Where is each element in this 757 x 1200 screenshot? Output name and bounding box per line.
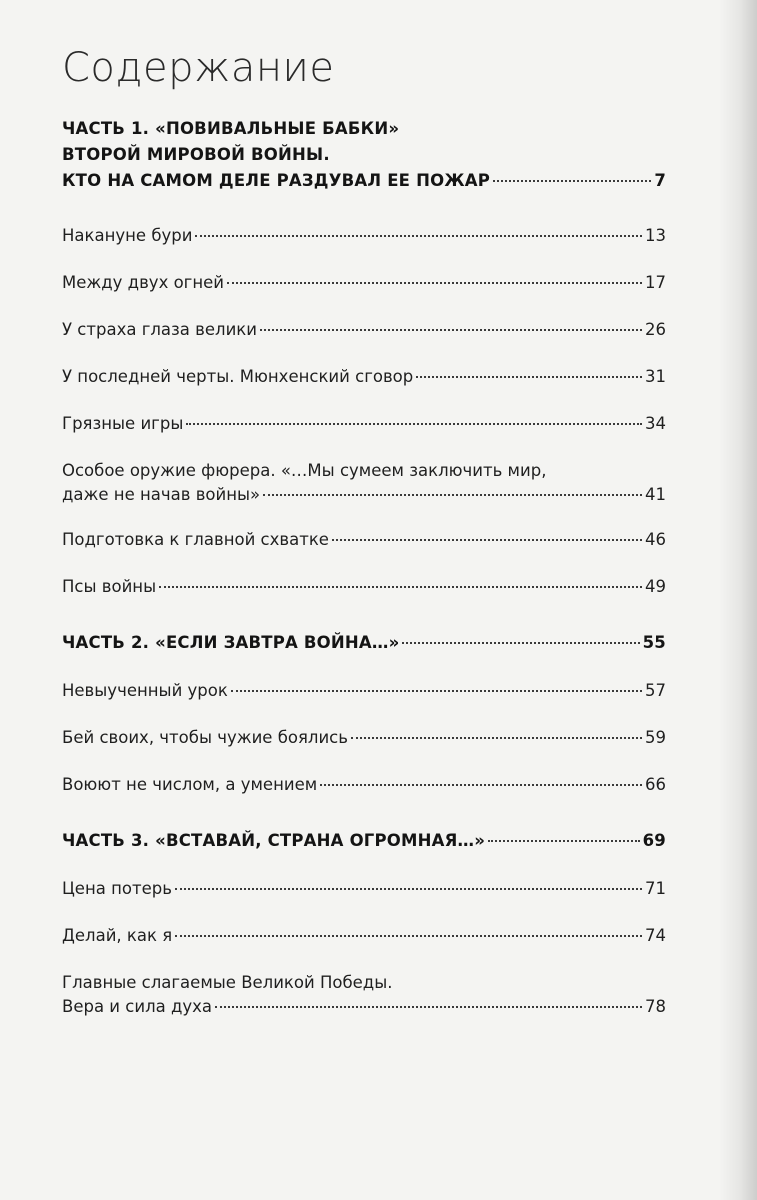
toc-entry [62, 318, 666, 342]
page-number: 17 [645, 273, 666, 292]
toc-entry-part-2 [62, 630, 666, 656]
dot-leader [231, 690, 642, 692]
page-number: 34 [645, 414, 666, 433]
spine-shadow [719, 0, 757, 1200]
toc-entry [62, 528, 666, 552]
entry-line: ЧАСТЬ 1. «ПОВИВАЛЬНЫЕ БАБКИ» [62, 119, 400, 138]
page-number: 66 [645, 775, 666, 794]
entry-title: Делай, как я [62, 926, 173, 945]
entry-title: Между двух огней [62, 273, 225, 292]
entry-title: ЧАСТЬ 3. «ВСТАВАЙ, СТРАНА ОГРОМНАЯ…» [62, 831, 486, 850]
page-number: 78 [645, 997, 666, 1016]
toc-entry [62, 224, 666, 248]
toc-entry [62, 575, 666, 599]
entry-title: Бей своих, чтобы чужие боялись [62, 728, 348, 747]
toc-entry [62, 365, 666, 389]
toc-entry [62, 773, 666, 797]
page-number: 49 [645, 577, 666, 596]
page-number: 13 [645, 226, 666, 245]
dot-leader [260, 329, 642, 331]
dot-leader [175, 935, 642, 937]
toc-entry [62, 924, 666, 948]
page-number: 69 [642, 831, 666, 850]
page-number: 55 [642, 633, 666, 652]
page-number: 7 [654, 171, 666, 190]
page-number: 41 [645, 485, 666, 504]
entry-title: У страха глаза велики [62, 320, 257, 339]
toc-entry-part-3 [62, 828, 666, 854]
entry-title: У последней черты. Мюнхенский сговор [62, 367, 414, 386]
entry-title: Накануне бури [62, 226, 193, 245]
dot-leader [488, 840, 640, 842]
toc-entry [62, 971, 666, 1019]
entry-title: даже не начав войны» [62, 485, 261, 504]
dot-leader [215, 1006, 642, 1008]
dot-leader [263, 494, 642, 496]
dot-leader [175, 888, 642, 890]
dot-leader [332, 539, 642, 541]
page-number: 74 [645, 926, 666, 945]
dot-leader [493, 180, 651, 182]
entry-title: Воюют не числом, а умением [62, 775, 318, 794]
page-number: 31 [645, 367, 666, 386]
dot-leader [159, 586, 642, 588]
entry-title: Невыученный урок [62, 681, 228, 700]
toc-entry [62, 679, 666, 703]
dot-leader [195, 235, 642, 237]
toc-content [62, 44, 666, 1019]
toc-entry [62, 271, 666, 295]
page-number: 59 [645, 728, 666, 747]
entry-title: Псы войны [62, 577, 157, 596]
toc-entry-part-1 [62, 116, 666, 194]
page-title: Содержание [62, 45, 335, 91]
entry-title: Подготовка к главной схватке [62, 530, 329, 549]
dot-leader [351, 737, 642, 739]
dot-leader [320, 784, 642, 786]
page-number: 71 [645, 879, 666, 898]
dot-leader [402, 642, 639, 644]
toc-entry [62, 726, 666, 750]
page-number: 26 [645, 320, 666, 339]
dot-leader [227, 282, 642, 284]
entry-line: ВТОРОЙ МИРОВОЙ ВОЙНЫ. [62, 145, 330, 164]
page-number: 46 [645, 530, 666, 549]
entry-title: Грязные игры [62, 414, 184, 433]
dot-leader [416, 376, 642, 378]
page-number: 57 [645, 681, 666, 700]
toc-entry [62, 459, 666, 507]
toc-entry [62, 412, 666, 436]
entry-title: ЧАСТЬ 2. «ЕСЛИ ЗАВТРА ВОЙНА…» [62, 633, 400, 652]
entry-title: КТО НА САМОМ ДЕЛЕ РАЗДУВАЛ ЕЕ ПОЖАР [62, 171, 490, 190]
entry-line: Главные слагаемые Великой Победы. [62, 973, 393, 992]
toc-list [62, 116, 666, 1019]
entry-title: Цена потерь [62, 879, 172, 898]
dot-leader [186, 423, 642, 425]
entry-line: Особое оружие фюрера. «…Мы сумеем заключить мир, [62, 461, 547, 480]
toc-entry [62, 877, 666, 901]
entry-title: Вера и сила духа [62, 997, 213, 1016]
